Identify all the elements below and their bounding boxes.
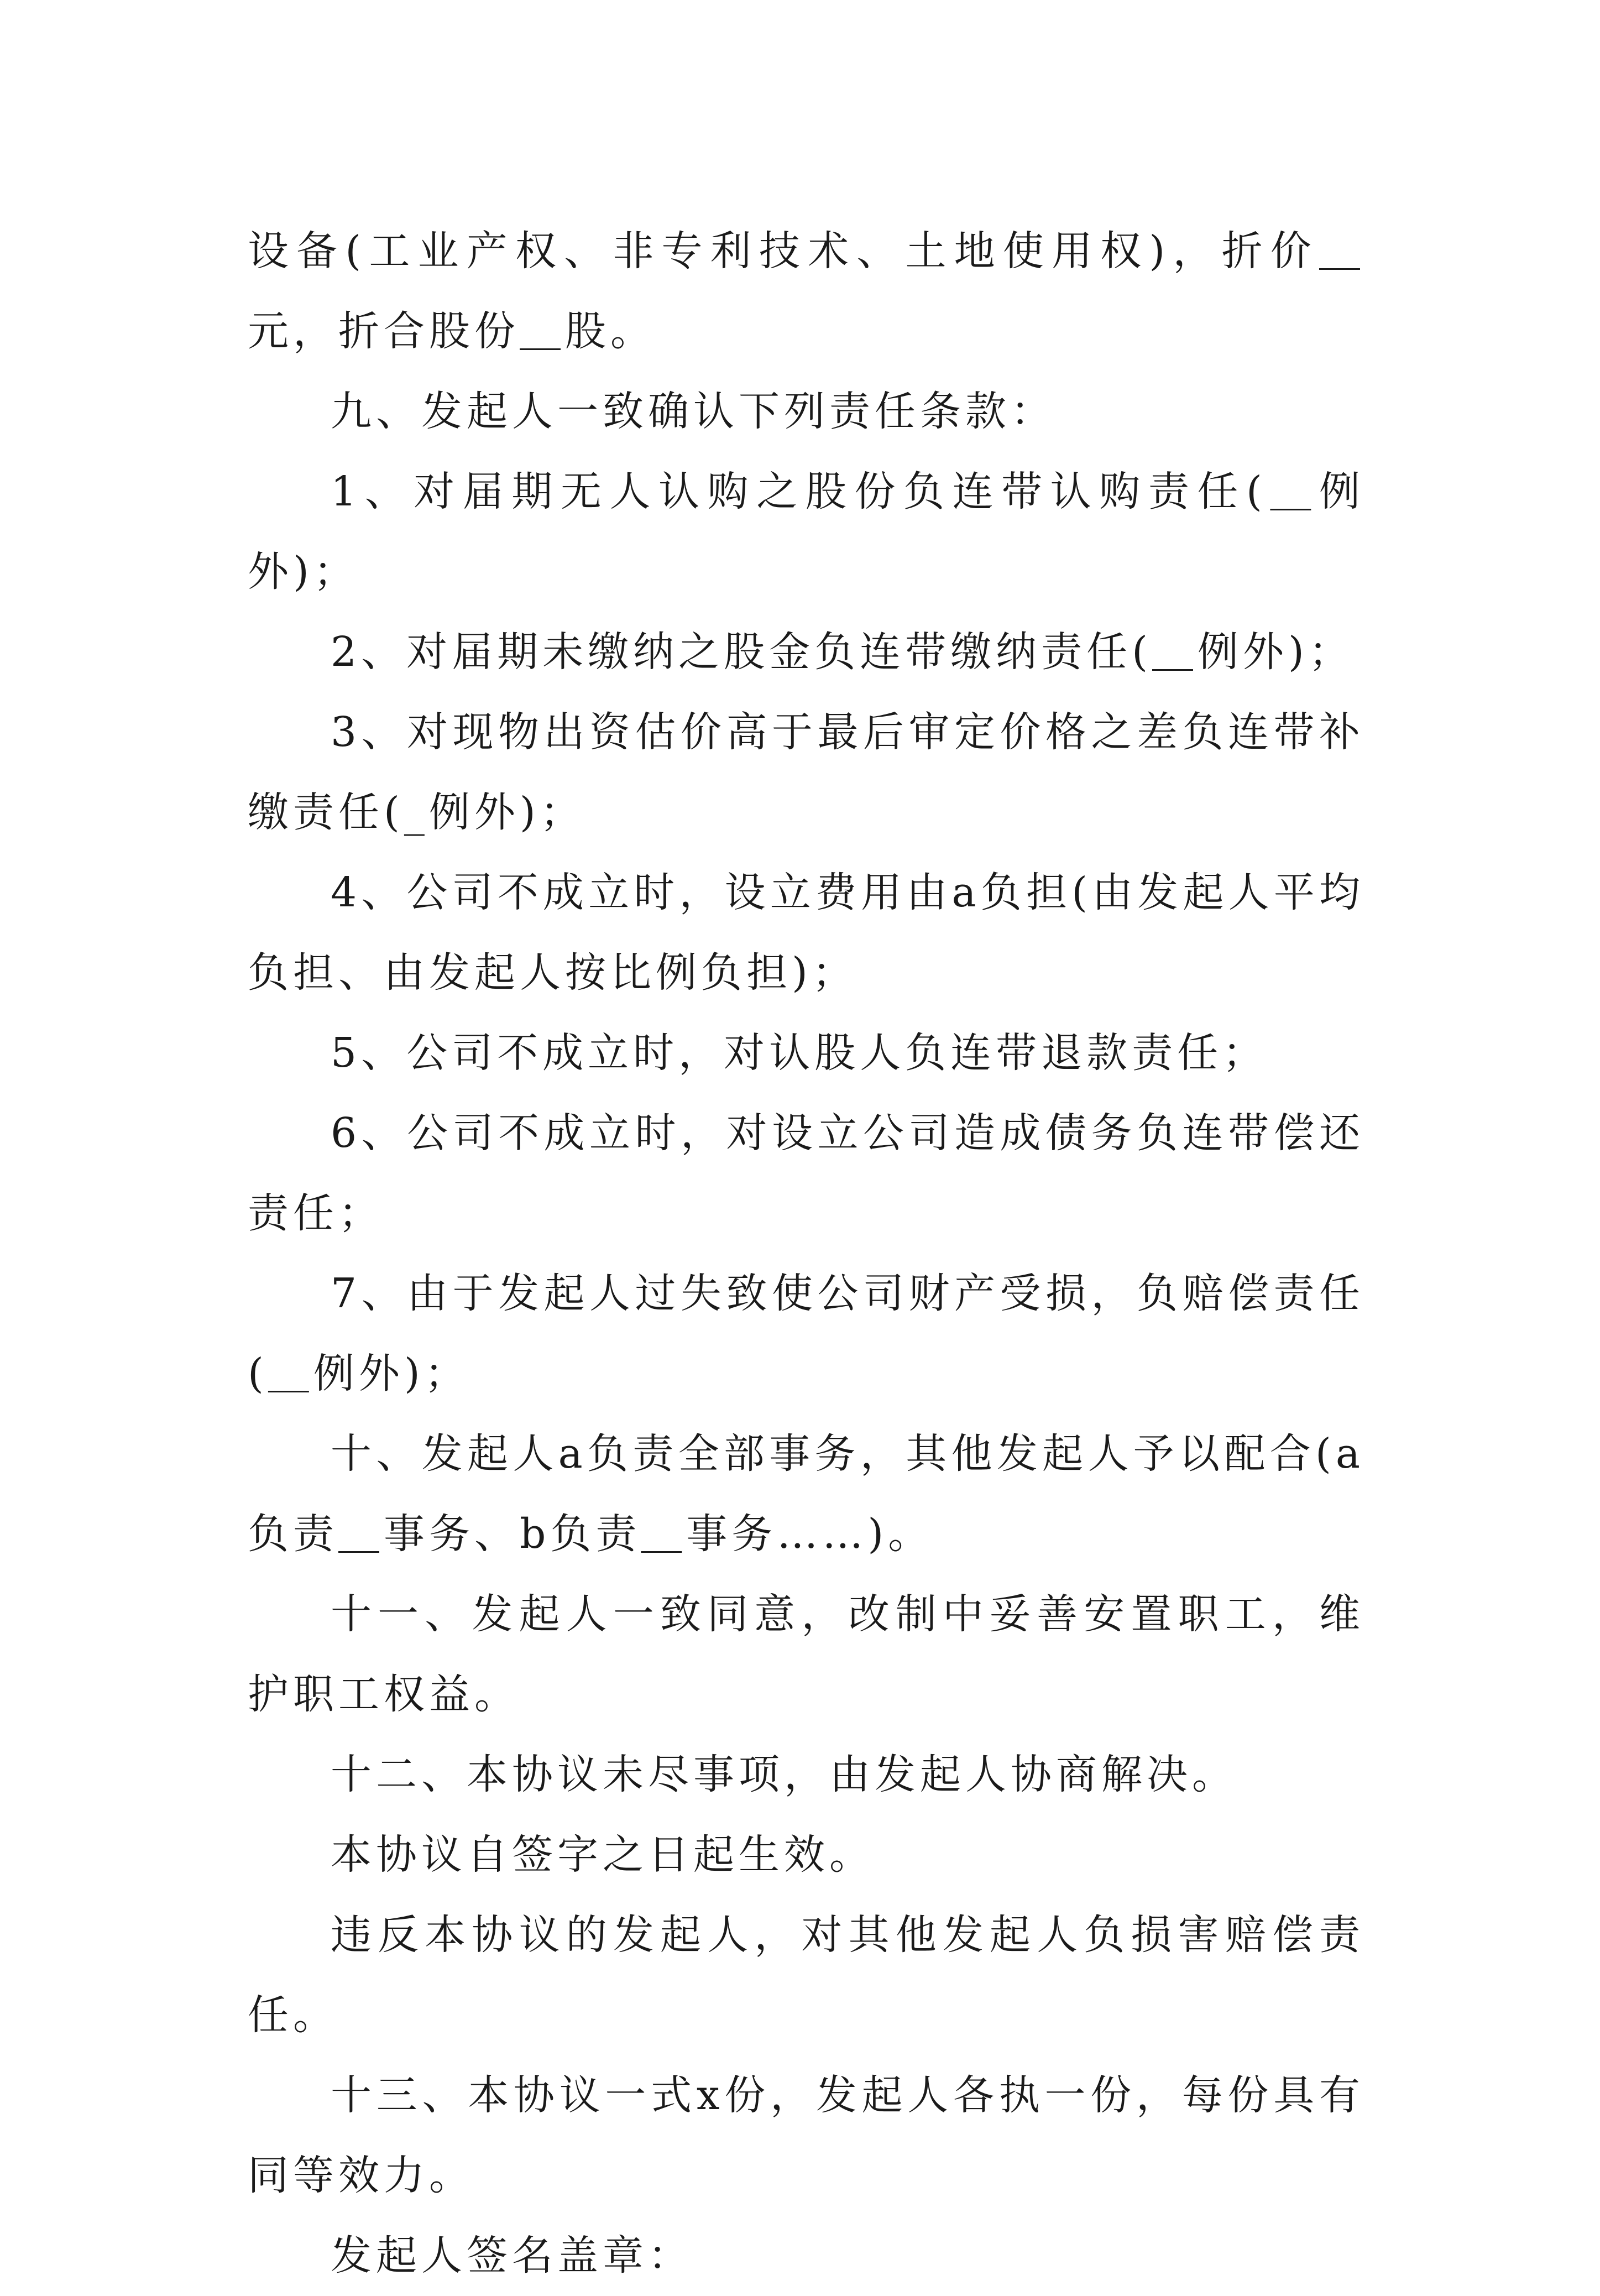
clause-item-7: 7、由于发起人过失致使公司财产受损，负赔偿责任(＿例外)；: [248, 1270, 1364, 1397]
section-13: 十三、本协议一式x份，发起人各执一份，每份具有同等效力。: [248, 2071, 1364, 2199]
section-11: 十一、发起人一致同意，改制中妥善安置职工，维护职工权益。: [248, 1590, 1364, 1718]
clause-item-5: 5、公司不成立时，对认股人负连带退款责任；: [331, 1029, 1268, 1077]
clause-item-2: 2、对届期未缴纳之股金负连带缴纳责任(＿例外)；: [331, 628, 1354, 676]
signature-line: 发起人签名盖章：: [331, 2232, 693, 2279]
section-10: 十、发起人a负责全部事务，其他发起人予以配合(a负责＿事务、b负责＿事务……)。: [248, 1430, 1364, 1558]
section-9-heading: 九、发起人一致确认下列责任条款：: [331, 388, 1056, 435]
clause-item-3: 3、对现物出资估价高于最后审定价格之差负连带补缴责任(_例外)；: [248, 708, 1364, 836]
breach-clause: 违反本协议的发起人，对其他发起人负损害赔偿责任。: [248, 1911, 1364, 2039]
document-body: [248, 211, 1364, 2296]
section-12: 十二、本协议未尽事项，由发起人协商解决。: [331, 1751, 1237, 1798]
clause-item-6: 6、公司不成立时，对设立公司造成债务负连带偿还责任；: [248, 1109, 1364, 1237]
effective-clause: 本协议自签字之日起生效。: [331, 1831, 875, 1878]
paragraph-continuation: 设备(工业产权、非专利技术、土地使用权)，折价＿元，折合股份＿股。: [248, 227, 1364, 355]
clause-item-4: 4、公司不成立时，设立费用由a负担(由发起人平均负担、由发起人按比例负担)；: [248, 869, 1364, 996]
clause-item-1: 1、对届期无人认购之股份负连带认购责任(＿例外)；: [248, 468, 1364, 596]
